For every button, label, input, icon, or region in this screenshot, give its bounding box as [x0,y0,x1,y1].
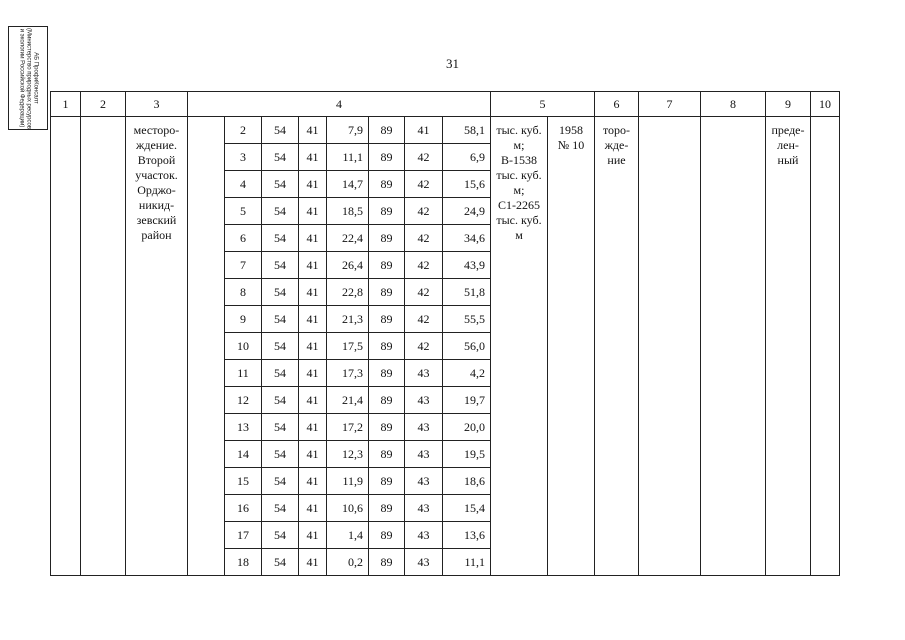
coord-cell: 11,9 [327,468,369,495]
reserves-cell-line: м [515,228,523,242]
col-9-cell-line: преде- [771,123,805,137]
reserves-cell-line: тыс. куб. [496,123,542,137]
col-8-cell [701,117,766,576]
coord-cell: 19,5 [443,441,491,468]
coord-cell: 42 [405,306,443,333]
coord-cell: 9 [225,306,262,333]
coord-cell: 13,6 [443,522,491,549]
coord-cell: 5 [225,198,262,225]
coord-cell: 89 [369,198,405,225]
coord-cell: 17,2 [327,414,369,441]
stamp-text [18,28,39,128]
col-6-cell [595,117,639,576]
coord-cell: 21,3 [327,306,369,333]
header-col-3: 3 [126,92,188,117]
coord-cell: 54 [262,333,299,360]
col-9-cell-line: лен- [777,138,799,152]
deposit-name-cell-line: ждение. [136,138,177,152]
coord-cell: 89 [369,279,405,306]
reserves-cell-line: м; [513,138,525,152]
coord-cell: 54 [262,117,299,144]
protocol-cell-line: 1958 [559,123,583,137]
coord-cell: 51,8 [443,279,491,306]
coord-cell: 42 [405,171,443,198]
coord-cell: 54 [262,144,299,171]
coord-cell: 1,4 [327,522,369,549]
coord-cell: 43 [405,387,443,414]
coord-cell: 6 [225,225,262,252]
coord-cell: 11,1 [327,144,369,171]
coord-cell: 20,0 [443,414,491,441]
deposit-name-cell-line: Орджо- [137,183,176,197]
header-col-8: 8 [701,92,766,117]
header-col-1: 1 [51,92,81,117]
coord-cell: 26,4 [327,252,369,279]
coord-cell: 41 [299,495,327,522]
coord-cell: 21,4 [327,387,369,414]
coord-cell: 13 [225,414,262,441]
coord-cell: 43 [405,360,443,387]
coord-cell: 54 [262,441,299,468]
coord-cell: 6,9 [443,144,491,171]
coord-cell: 42 [405,279,443,306]
stamp-line: АБ ПрофиКонсалт [32,52,39,104]
coord-cell: 54 [262,306,299,333]
header-row [51,92,840,117]
col-6-cell-line: ние [607,153,626,167]
coord-cell: 89 [369,414,405,441]
deposit-name-cell-line: район [141,228,172,242]
coord-cell: 54 [262,252,299,279]
coord-cell: 12,3 [327,441,369,468]
coord-cell: 24,9 [443,198,491,225]
reserves-cell-line: тыс. куб. [496,213,542,227]
coord-cell: 16 [225,495,262,522]
col-6-cell-line: торо- [602,123,631,137]
coord-cell: 41 [299,441,327,468]
coord-cell: 43,9 [443,252,491,279]
coord-cell: 3 [225,144,262,171]
header-col-2: 2 [81,92,126,117]
coord-cell: 89 [369,468,405,495]
coord-cell: 54 [262,198,299,225]
coord-cell: 7 [225,252,262,279]
coord-cell: 42 [405,333,443,360]
col-10-cell [811,117,840,576]
coord-cell: 89 [369,495,405,522]
reserves-cell-line: тыс. куб. [496,168,542,182]
deposit-name-cell-line: участок. [135,168,178,182]
coord-cell: 54 [262,387,299,414]
coord-cell: 22,8 [327,279,369,306]
coord-cell: 4,2 [443,360,491,387]
coord-cell: 41 [299,171,327,198]
coord-cell: 41 [299,360,327,387]
coord-cell: 43 [405,495,443,522]
protocol-cell-line: № 10 [557,138,585,152]
col-6-cell-line: жде- [604,138,629,152]
coord-cell: 42 [405,252,443,279]
coord-cell: 58,1 [443,117,491,144]
coord-cell: 10 [225,333,262,360]
document-stamp [8,26,48,130]
coord-cell: 41 [299,522,327,549]
coord-cell: 15,4 [443,495,491,522]
coord-cell: 8 [225,279,262,306]
coord-cell: 54 [262,549,299,576]
coord-cell: 54 [262,468,299,495]
col-9-cell-line: ный [777,153,799,167]
header-col-4: 4 [188,92,491,117]
coord-cell: 18,6 [443,468,491,495]
coord-cell: 34,6 [443,225,491,252]
coord-cell: 89 [369,333,405,360]
coord-cell: 41 [299,387,327,414]
coord-cell: 43 [405,414,443,441]
coord-cell: 41 [299,306,327,333]
coord-cell: 14 [225,441,262,468]
coord-cell: 41 [299,279,327,306]
coord-cell: 41 [299,414,327,441]
coord-cell: 89 [369,144,405,171]
coord-cell: 89 [369,117,405,144]
coord-cell: 0,2 [327,549,369,576]
coord-cell: 89 [369,441,405,468]
coord-cell: 54 [262,522,299,549]
coord-cell: 17,3 [327,360,369,387]
coord-cell: 41 [299,252,327,279]
coord-cell: 19,7 [443,387,491,414]
protocol-cell [548,117,595,576]
coord-cell: 54 [262,360,299,387]
coord-cell: 11,1 [443,549,491,576]
coord-cell: 4 [225,171,262,198]
stamp-line: (Министерство природных ресурсов [25,28,32,130]
coord-cell: 15 [225,468,262,495]
coord-cell: 7,9 [327,117,369,144]
coord-cell: 43 [405,522,443,549]
col-2-cell [81,117,126,576]
header-col-6: 6 [595,92,639,117]
coord-cell: 17,5 [327,333,369,360]
coord-cell: 54 [262,414,299,441]
coord-cell: 89 [369,306,405,333]
coord-cell: 43 [405,468,443,495]
reserves-cell-line: С1-2265 [498,198,540,212]
coord-cell: 89 [369,252,405,279]
coord-cell: 41 [299,144,327,171]
coord-cell: 43 [405,549,443,576]
coord-cell: 41 [299,333,327,360]
coord-cell: 89 [369,360,405,387]
coord-cell: 89 [369,171,405,198]
col-9-cell [766,117,811,576]
coordinates-table [50,91,840,576]
coord-cell: 42 [405,144,443,171]
col-4-blank-cell [188,117,225,576]
coord-cell: 56,0 [443,333,491,360]
coord-cell: 41 [299,468,327,495]
coord-cell: 54 [262,495,299,522]
coord-cell: 15,6 [443,171,491,198]
deposit-name-cell-line: Второй [137,153,176,167]
coord-cell: 89 [369,225,405,252]
coord-cell: 54 [262,171,299,198]
table-row [51,117,840,144]
deposit-name-cell-line: никид- [138,198,175,212]
deposit-name-cell-line: месторо- [133,123,180,137]
page-number: 31 [446,56,459,71]
coord-cell: 41 [299,549,327,576]
coord-cell: 17 [225,522,262,549]
deposit-name-cell [126,117,188,576]
deposit-name-cell-line: зевский [136,213,177,227]
coord-cell: 2 [225,117,262,144]
header-col-10: 10 [811,92,840,117]
reserves-cell [491,117,548,576]
coord-cell: 18,5 [327,198,369,225]
coord-cell: 18 [225,549,262,576]
reserves-cell-line: м; [513,183,525,197]
coord-cell: 10,6 [327,495,369,522]
coord-cell: 42 [405,198,443,225]
coord-cell: 41 [405,117,443,144]
coord-cell: 43 [405,441,443,468]
header-col-5: 5 [491,92,595,117]
coord-cell: 12 [225,387,262,414]
coord-cell: 11 [225,360,262,387]
coord-cell: 55,5 [443,306,491,333]
coord-cell: 41 [299,225,327,252]
reserves-cell-line: В-1538 [501,153,537,167]
col-1-cell [51,117,81,576]
coord-cell: 41 [299,198,327,225]
header-col-9: 9 [766,92,811,117]
coord-cell: 89 [369,549,405,576]
coord-cell: 14,7 [327,171,369,198]
col-7-cell [639,117,701,576]
coord-cell: 22,4 [327,225,369,252]
coord-cell: 89 [369,387,405,414]
stamp-line: и экологии Российской Федерации) [18,28,25,128]
coord-cell: 41 [299,117,327,144]
header-col-7: 7 [639,92,701,117]
coord-cell: 54 [262,225,299,252]
coord-cell: 54 [262,279,299,306]
coord-cell: 42 [405,225,443,252]
coord-cell: 89 [369,522,405,549]
